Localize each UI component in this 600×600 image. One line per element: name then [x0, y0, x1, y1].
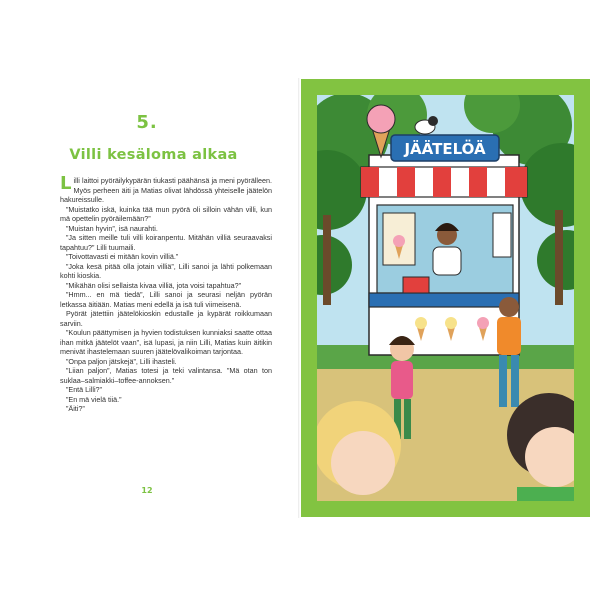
chapter-body-text — [60, 173, 272, 414]
paragraph: ”En mä vielä tiiä.” — [66, 394, 122, 404]
paragraph: ”Onpa paljon jätskejä”, Lilli ihasteli. — [66, 356, 177, 366]
register-box — [403, 277, 429, 293]
paragraph: ”Mikähän olisi sellaista kivaa villiä, jota voisi tapahtua?” — [66, 280, 241, 290]
paragraph: ”Äiti?” — [66, 404, 85, 413]
vendor — [433, 223, 461, 275]
chapter-number: 5. — [136, 112, 158, 133]
paragraph: ”Liian paljon”, Matias totesi ja teki valintansa. ”Mä otan ton suklaa–salmiakki–toffee-annoksen.” — [60, 366, 272, 385]
kiosk-sign-text: JÄÄTELÖÄ — [404, 140, 486, 158]
kiosk-counter — [369, 293, 519, 307]
paragraph: ”Hmm... en mä tiedä”, Lilli sanoi ja seurasi neljän pyörän letkassa äitiään. Matias meni edellä ja isä tuli viimeisenä. — [60, 290, 272, 309]
paragraph: ”Muistan hyvin”, isä naurahti. — [66, 223, 158, 233]
page-number: 12 — [141, 486, 153, 495]
paragraph: ”Joka kesä pitää olla jotain villiä”, Lilli sanoi ja lähti polkemaan kohti kioskia. — [60, 261, 272, 280]
drop-cap: L — [60, 173, 72, 194]
chapter-title: Villi kesäloma alkaa — [69, 147, 238, 163]
illustration-frame — [301, 79, 590, 517]
paragraph: ”Koulun päättymisen ja hyvien todistuksen kunniaksi saatte ottaa ihan mitkä jäätelöt vaan”, isä lupasi, ja niin Lilli, Matias kuin äitikin menivät ihastelemaan suuren jäätelövalikoiman tarjontaa. — [60, 328, 272, 356]
paragraph-0-text: illi laittoi pyöräilykypärän tiukasti päähänsä ja meni pyörälleen. Myös perheen äiti ja Matias olivat lähdössä yhteiselle jäätelön hakureissulle. — [60, 176, 272, 204]
paragraph: ”Entä Lilli?” — [66, 385, 102, 394]
paragraph: ”Toivottavasti ei mitään kovin villiä.” — [66, 252, 179, 261]
kiosk-awning — [361, 167, 527, 197]
paragraph: ”Muistatko iskä, kuinka tää mun pyörä oli silloin vähän villi, kun mä opettelin pyöräilemään?” — [60, 204, 272, 223]
paragraph: ”Ja sitten meille tuli villi koiranpentu. Mitähän villiä seuraavaksi tapahtuu?” Lilli tuumaili. — [60, 233, 272, 252]
paragraph-0 — [60, 173, 272, 205]
menu-board — [493, 213, 511, 257]
ice-cream-kiosk-illustration — [317, 95, 574, 501]
page-gutter — [298, 78, 300, 518]
paragraph: Pyörät jätettiin jäätelökioskin edustalle ja kypärät roikkumaan sarviin. — [60, 309, 272, 328]
